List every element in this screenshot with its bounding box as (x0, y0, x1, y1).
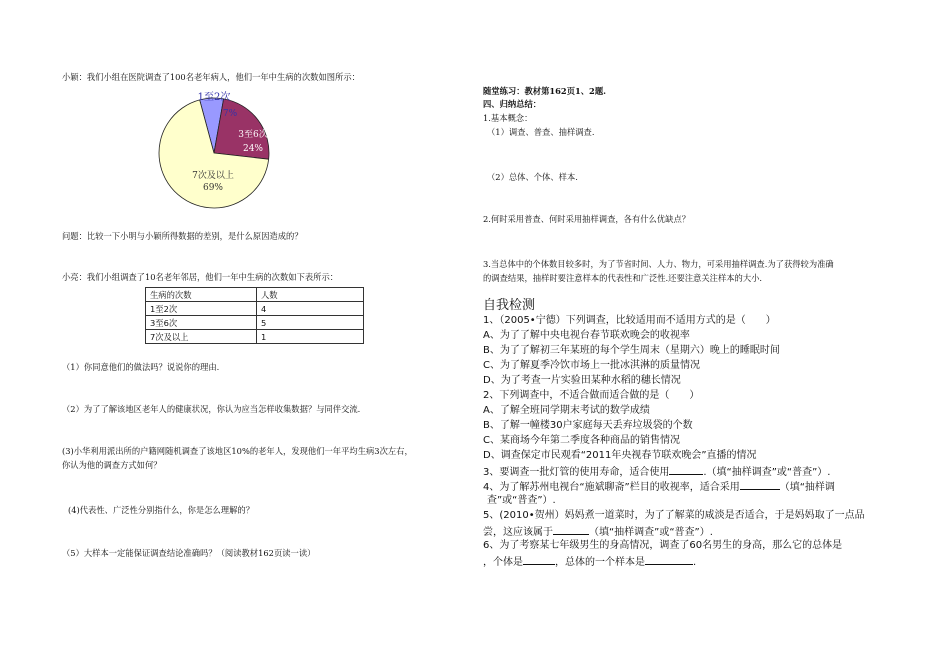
exercise-6-text-c: ，总体的一个样本是 (555, 557, 645, 568)
pie-value-7plus: 69% (202, 183, 224, 193)
exercise-1-option-d: D、为了考查一片实验田某种水稻的穗长情况 (483, 375, 681, 386)
exercise-2-option-a: A、了解全班同学期末考试的数学成绩 (483, 405, 650, 416)
exercise-2-option-d: D、调查保定市民观看“2011年央视春节联欢晚会”直播的情况 (483, 450, 757, 461)
exercise-5-text-c: （填“抽样调查”或“普查”）. (589, 527, 713, 538)
question-3-line-2: 你认为他的调查方式如何？ (62, 460, 162, 470)
summary-heading: 四、归纳总结： (483, 99, 542, 109)
exercise-3-text-b: .（填“抽样调查”或“普查”）. (703, 467, 831, 478)
exercise-4-line-1 (483, 480, 835, 494)
summary-question-2: 2.何时采用普查、何时采用抽样调查，各有什么优缺点？ (483, 214, 691, 224)
pie-chart (158, 88, 288, 218)
concept-heading: 1.基本概念： (483, 113, 533, 123)
question-1: （1）你同意他们的做法吗？说说你的理由. (62, 362, 220, 372)
table-cell: 5 (257, 316, 364, 330)
exercise-2: 2、下列调查中，不适合做而适合做的是（ ） (483, 390, 700, 401)
table-cell: 4 (257, 302, 364, 316)
pie-label-7plus: 7次及以上 (192, 171, 234, 181)
exercise-6-line-2 (483, 555, 696, 569)
question-compare: 问题：比较一下小明与小颖所得数据的差别，是什么原因造成的？ (62, 231, 303, 241)
exercise-1-option-c: C、为了解夏季冷饮市场上一批冰淇淋的质量情况 (483, 360, 700, 371)
exercise-4-answer-blank[interactable] (740, 480, 780, 490)
exercise-3-text-a: 3、要调查一批灯管的使用寿命，适合使用 (483, 467, 670, 478)
concept-1: （1）调查、普查、抽样调查. (487, 127, 595, 137)
exercise-1-option-b: B、为了了解初三年某班的每个学生周末（星期六）晚上的睡眠时间 (483, 345, 780, 356)
exercise-3 (483, 465, 830, 479)
table-row (146, 302, 364, 316)
exercise-6-individual-blank[interactable] (523, 555, 555, 565)
exercise-3-answer-blank[interactable] (669, 465, 703, 475)
intro-xiaoliang: 小亮：我们小组调查了10名老年邻居，他们一年中生病的次数如下表所示： (62, 272, 339, 282)
practice-note: 随堂练习：教材第162页1、2题. (483, 86, 607, 96)
intro-xiaoying: 小颖：我们小组在医院调查了100名老年病人，他们一年中生病的次数如图所示： (62, 72, 360, 82)
exercise-6-sample-blank[interactable] (645, 555, 693, 565)
table-cell: 3至6次 (146, 316, 257, 330)
table-row (146, 316, 364, 330)
table-cell: 7次及以上 (146, 330, 257, 344)
pie-label-1-2: 1至2次 (197, 92, 231, 103)
exercise-5-line-2 (483, 525, 713, 539)
pie-label-3-6: 3至6次 (238, 130, 268, 140)
exercise-4-line-2: 查”或“普查”）. (487, 495, 556, 506)
question-3-line-1: (3)小华利用派出所的户籍网随机调查了该地区10%的老年人，发现他们一年平均生病3次左右， (62, 446, 413, 456)
exercise-4-text-a: 4、为了解苏州电视台“施斌聊斋”栏目的收视率，适合采用 (483, 482, 740, 493)
question-5: （5）大样本一定能保证调查结论准确吗？（阅读教材162页读一读） (62, 548, 316, 558)
exercise-2-option-c: C、某商场今年第二季度各种商品的销售情况 (483, 435, 680, 446)
pie-value-3-6: 24% (242, 144, 264, 154)
summary-question-3-line-1: 3.当总体中的个体数目较多时，为了节省时间、人力、物力，可采用抽样调查.为了获得较为准确 (483, 259, 834, 269)
exercise-1-option-a: A、为了了解中央电视台春节联欢晚会的收视率 (483, 330, 690, 341)
question-2: （2）为了了解该地区老年人的健康状况，你认为应当怎样收集数据？与同伴交流. (62, 404, 361, 414)
question-4: (4)代表性、广泛性分别指什么，你是怎么理解的？ (68, 505, 254, 515)
exercise-2-option-b: B、了解一幢楼30户家庭每天丢弃垃圾袋的个数 (483, 420, 693, 431)
table-header-row (146, 288, 364, 302)
table-header-cell: 生病的次数 (146, 288, 257, 302)
exercise-6-text-b: ，个体是 (483, 557, 523, 568)
self-check-heading: 自我检测 (483, 298, 536, 313)
summary-question-3-line-2: 的调查结果，抽样时要注意样本的代表性和广泛性.还要注意关注样本的大小. (483, 273, 763, 283)
exercise-4-text-b: （填“抽样调 (779, 482, 835, 493)
exercise-5-text-b: 尝，这应该属于 (483, 527, 553, 538)
concept-2: （2）总体、个体、样本. (487, 172, 578, 182)
exercise-1: 1、（2005•宁德）下列调查，比较适用而不适用方式的是（ ） (483, 315, 776, 326)
table-cell: 1至2次 (146, 302, 257, 316)
sickness-table (145, 287, 364, 344)
table-row (146, 330, 364, 344)
pie-value-1-2: 7% (222, 109, 238, 119)
exercise-5-line-1: 5、(2010•贺州）妈妈煮一道菜时，为了了解菜的咸淡是否适合，于是妈妈取了一点品 (483, 510, 865, 521)
table-header-cell: 人数 (257, 288, 364, 302)
exercise-5-answer-blank[interactable] (553, 525, 589, 535)
exercise-6-text-d: . (693, 557, 697, 568)
table-cell: 1 (257, 330, 364, 344)
exercise-6-line-1: 6、为了考察某七年级男生的身高情况，调查了60名男生的身高，那么它的总体是 (483, 540, 843, 551)
